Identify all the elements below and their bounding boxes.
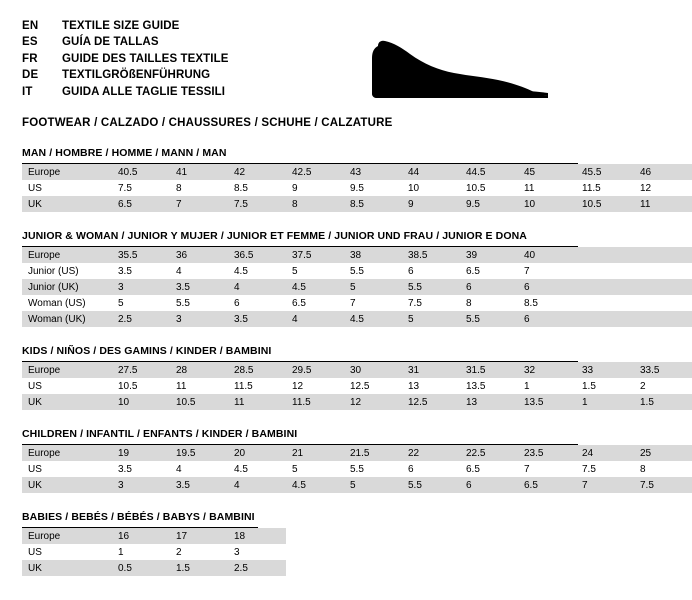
cell: 6 <box>460 279 518 295</box>
cell: 21 <box>286 445 344 461</box>
language-title: GUÍA DE TALLAS <box>62 36 159 48</box>
language-title: GUIDA ALLE TAGLIE TESSILI <box>62 85 226 98</box>
table-row <box>22 362 692 378</box>
table-row <box>22 461 692 477</box>
row-label: Europe <box>22 164 112 180</box>
size-table <box>22 445 692 493</box>
table-row <box>22 279 692 295</box>
cell-empty <box>576 311 634 327</box>
language-row <box>22 51 229 68</box>
table-row <box>22 180 692 196</box>
cell: 7.5 <box>408 297 422 309</box>
cell: 8.5 <box>524 297 538 309</box>
cell-empty <box>634 311 692 327</box>
table-row <box>22 164 692 180</box>
row-label: US <box>28 463 42 475</box>
cell: 3 <box>170 311 228 327</box>
table-row <box>22 378 692 394</box>
row-label: US <box>28 380 42 392</box>
cell: 6 <box>408 463 414 475</box>
cell: 1 <box>524 380 530 392</box>
cell: 3.5 <box>170 279 228 295</box>
cell: 11.5 <box>286 394 344 410</box>
cell: 45.5 <box>576 164 634 180</box>
cell: 36 <box>170 247 228 263</box>
cell-empty <box>576 279 634 295</box>
cell: 42 <box>228 164 286 180</box>
group-title: BABIES / BEBÉS / BÉBÉS / BABYS / BAMBINI <box>22 511 255 523</box>
cell: 1.5 <box>170 560 228 576</box>
cell: 33.5 <box>634 362 692 378</box>
cell: 12 <box>344 394 402 410</box>
cell: 32 <box>518 362 576 378</box>
cell: 13 <box>460 394 518 410</box>
cell: 4.5 <box>286 279 344 295</box>
cell: 11 <box>228 394 286 410</box>
row-label: UK <box>22 196 112 212</box>
cell: 5.5 <box>176 297 190 309</box>
cell-empty <box>634 279 692 295</box>
table-row <box>22 477 692 493</box>
language-row <box>22 68 229 85</box>
table-row <box>22 445 692 461</box>
row-label: Woman (US) <box>28 297 86 309</box>
language-code: ES <box>22 36 38 48</box>
cell: 2 <box>640 380 646 392</box>
cell: 7.5 <box>118 182 132 194</box>
language-row <box>22 18 229 35</box>
size-group-children <box>22 428 654 493</box>
size-table <box>22 528 286 576</box>
cell: 8 <box>640 463 646 475</box>
table-row <box>22 263 692 279</box>
cell: 12.5 <box>350 380 370 392</box>
cell: 6.5 <box>518 477 576 493</box>
cell: 29.5 <box>286 362 344 378</box>
table-row <box>22 247 692 263</box>
cell: 6 <box>460 477 518 493</box>
cell: 10 <box>518 196 576 212</box>
cell: 12.5 <box>402 394 460 410</box>
size-group-man <box>22 147 652 212</box>
language-row <box>22 84 229 101</box>
cell: 13.5 <box>466 380 486 392</box>
row-label: Junior (UK) <box>22 279 112 295</box>
cell: 36.5 <box>228 247 286 263</box>
language-title-list <box>22 18 229 101</box>
cell: 13.5 <box>518 394 576 410</box>
cell: 0.5 <box>112 560 170 576</box>
cell: 4 <box>176 463 182 475</box>
cell: 7.5 <box>228 196 286 212</box>
language-code: FR <box>22 52 38 65</box>
cell: 17 <box>170 528 228 544</box>
cell: 8 <box>286 196 344 212</box>
cell: 22.5 <box>460 445 518 461</box>
cell: 5.5 <box>350 463 364 475</box>
cell: 4 <box>286 311 344 327</box>
row-label: UK <box>22 560 112 576</box>
cell: 24 <box>576 445 634 461</box>
cell: 3.5 <box>118 265 132 277</box>
cell: 40 <box>518 247 576 263</box>
cell: 4.5 <box>234 463 248 475</box>
language-title: GUIDE DES TAILLES TEXTILE <box>62 52 229 65</box>
cell: 31 <box>402 362 460 378</box>
cell: 4.5 <box>344 311 402 327</box>
cell: 7 <box>576 477 634 493</box>
cell-empty <box>634 295 692 311</box>
cell: 5 <box>344 477 402 493</box>
cell: 22 <box>402 445 460 461</box>
row-label: Europe <box>22 362 112 378</box>
cell: 6.5 <box>292 297 306 309</box>
cell: 37.5 <box>286 247 344 263</box>
cell: 4 <box>176 265 182 277</box>
cell: 10 <box>112 394 170 410</box>
header <box>22 18 578 103</box>
cell: 10.5 <box>170 394 228 410</box>
cell: 25 <box>634 445 692 461</box>
cell: 7 <box>524 265 530 277</box>
row-label: UK <box>22 477 112 493</box>
cell: 4.5 <box>286 477 344 493</box>
cell: 5 <box>344 279 402 295</box>
size-group-kids <box>22 345 660 410</box>
size-table <box>22 247 692 327</box>
cell: 3 <box>234 546 240 558</box>
cell: 4 <box>228 477 286 493</box>
size-table <box>22 164 692 212</box>
cell: 30 <box>344 362 402 378</box>
row-label: UK <box>22 394 112 410</box>
cell: 5 <box>292 463 298 475</box>
cell: 10 <box>408 182 420 194</box>
cell: 9.5 <box>350 182 364 194</box>
language-code: IT <box>22 85 33 98</box>
cell-empty <box>576 247 634 263</box>
cell: 38.5 <box>402 247 460 263</box>
cell: 8 <box>466 297 472 309</box>
cell: 11 <box>634 196 692 212</box>
table-row <box>22 544 286 560</box>
cell: 3.5 <box>118 463 132 475</box>
cell: 10.5 <box>118 380 138 392</box>
row-label: Europe <box>22 528 112 544</box>
cell: 5.5 <box>460 311 518 327</box>
cell: 2 <box>176 546 182 558</box>
group-title: KIDS / NIÑOS / DES GAMINS / KINDER / BAMBINI <box>22 345 272 357</box>
cell-empty <box>634 263 692 279</box>
cell: 12 <box>640 182 652 194</box>
category-title: FOOTWEAR / CALZADO / CHAUSSURES / SCHUHE / CALZATURE <box>22 117 393 129</box>
cell: 28.5 <box>228 362 286 378</box>
cell: 18 <box>228 528 286 544</box>
cell: 3.5 <box>170 477 228 493</box>
cell: 7 <box>524 463 530 475</box>
size-table <box>22 362 692 410</box>
cell: 5.5 <box>402 279 460 295</box>
cell: 1 <box>576 394 634 410</box>
cell: 9 <box>292 182 298 194</box>
cell: 11.5 <box>234 380 253 392</box>
cell: 10.5 <box>576 196 634 212</box>
row-label: US <box>28 546 42 558</box>
cell: 8 <box>176 182 182 194</box>
size-group-junior-woman <box>22 230 578 327</box>
language-title: TEXTILGRÖßENFÜHRUNG <box>62 69 211 81</box>
cell: 33 <box>576 362 634 378</box>
cell: 5.5 <box>402 477 460 493</box>
cell: 4.5 <box>234 265 248 277</box>
cell: 9.5 <box>460 196 518 212</box>
cell: 5 <box>118 297 124 309</box>
row-label: Woman (UK) <box>22 311 112 327</box>
cell: 2.5 <box>228 560 286 576</box>
cell: 3 <box>112 477 170 493</box>
cell: 6.5 <box>466 265 480 277</box>
cell: 7 <box>170 196 228 212</box>
cell: 11 <box>524 182 535 194</box>
language-code: EN <box>22 19 39 32</box>
language-code: DE <box>22 69 39 81</box>
cell: 6 <box>408 265 414 277</box>
cell: 39 <box>460 247 518 263</box>
cell: 6.5 <box>112 196 170 212</box>
cell: 7 <box>350 297 356 309</box>
cell: 45 <box>518 164 576 180</box>
cell: 43 <box>344 164 402 180</box>
cell: 35.5 <box>112 247 170 263</box>
row-label: Europe <box>22 247 112 263</box>
language-title: TEXTILE SIZE GUIDE <box>62 19 180 32</box>
language-row <box>22 35 229 52</box>
cell: 40.5 <box>112 164 170 180</box>
row-label: Junior (US) <box>28 265 79 277</box>
cell: 7.5 <box>634 477 692 493</box>
cell: 16 <box>112 528 170 544</box>
cell: 8.5 <box>344 196 402 212</box>
cell: 6 <box>518 311 576 327</box>
cell: 41 <box>170 164 228 180</box>
cell: 1 <box>118 546 124 558</box>
row-label: US <box>28 182 42 194</box>
cell: 31.5 <box>460 362 518 378</box>
cell: 42.5 <box>286 164 344 180</box>
cell: 20 <box>228 445 286 461</box>
cell: 38 <box>344 247 402 263</box>
size-group-babies <box>22 511 578 576</box>
cell: 44 <box>402 164 460 180</box>
group-title: MAN / HOMBRE / HOMME / MANN / MAN <box>22 147 227 159</box>
cell: 6 <box>234 297 240 309</box>
cell: 1.5 <box>582 380 596 392</box>
cell: 10.5 <box>466 182 486 194</box>
cell: 9 <box>402 196 460 212</box>
cell-empty <box>576 295 634 311</box>
table-row <box>22 528 286 544</box>
dress-shoe-icon <box>372 32 550 103</box>
cell-empty <box>576 263 634 279</box>
table-row <box>22 311 692 327</box>
cell: 7.5 <box>582 463 596 475</box>
cell: 6 <box>518 279 576 295</box>
cell: 6.5 <box>466 463 480 475</box>
cell: 3 <box>112 279 170 295</box>
row-label: Europe <box>22 445 112 461</box>
cell: 46 <box>634 164 692 180</box>
cell: 19.5 <box>170 445 228 461</box>
table-row <box>22 394 692 410</box>
cell: 13 <box>408 380 420 392</box>
group-title: CHILDREN / INFANTIL / ENFANTS / KINDER / BAMBINI <box>22 428 298 440</box>
cell: 8.5 <box>234 182 248 194</box>
cell: 2.5 <box>112 311 170 327</box>
cell: 5 <box>402 311 460 327</box>
cell: 23.5 <box>518 445 576 461</box>
group-title: JUNIOR & WOMAN / JUNIOR Y MUJER / JUNIOR ET FEMME / JUNIOR UND FRAU / JUNIOR E DONA <box>22 230 527 242</box>
table-row <box>22 560 286 576</box>
cell: 4 <box>228 279 286 295</box>
cell: 11 <box>176 380 187 392</box>
table-row <box>22 295 692 311</box>
cell: 19 <box>112 445 170 461</box>
cell: 44.5 <box>460 164 518 180</box>
cell: 12 <box>292 380 304 392</box>
cell-empty <box>634 247 692 263</box>
cell: 28 <box>170 362 228 378</box>
cell: 5.5 <box>350 265 364 277</box>
cell: 11.5 <box>582 182 601 194</box>
cell: 27.5 <box>112 362 170 378</box>
table-row <box>22 196 692 212</box>
cell: 3.5 <box>228 311 286 327</box>
cell: 1.5 <box>634 394 692 410</box>
cell: 5 <box>292 265 298 277</box>
cell: 21.5 <box>344 445 402 461</box>
